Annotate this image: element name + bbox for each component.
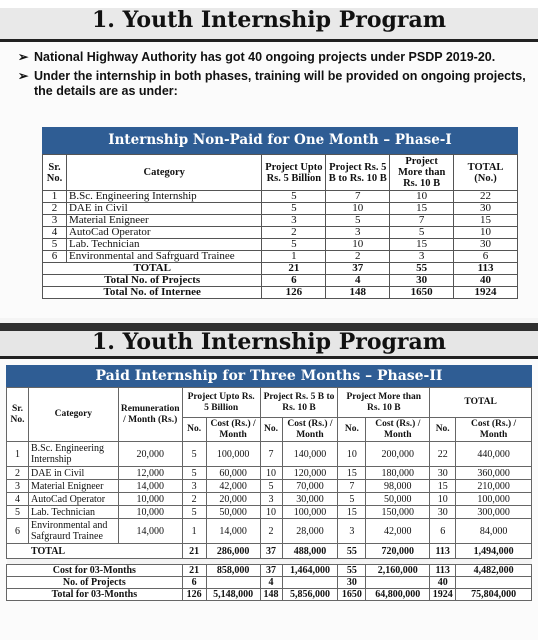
table-cell: 10 — [260, 506, 282, 519]
table-cell: 5 — [262, 239, 326, 251]
header-project-over-10b: Project More than Rs. 10 B — [390, 155, 454, 191]
table-cell: Cost for 03-Months — [7, 565, 183, 577]
table-cell: 30 — [454, 203, 518, 215]
table-cell: 22 — [454, 191, 518, 203]
table-cell: 22 — [430, 442, 456, 467]
table-row — [7, 519, 532, 544]
table-row — [43, 215, 518, 227]
summary-row — [43, 263, 518, 275]
table-cell: 30 — [338, 577, 366, 589]
phase2-table — [6, 387, 532, 601]
table-cell: 2 — [43, 203, 67, 215]
table-row — [43, 251, 518, 263]
table-cell: 15 — [390, 203, 454, 215]
table-row — [7, 493, 532, 506]
subheader-cost: Cost (Rs.) / Month — [456, 418, 532, 442]
table-cell: Environmental and Safrguard Trainee — [66, 251, 261, 263]
table-cell: 180,000 — [366, 467, 430, 480]
table-cell: 15 — [430, 480, 456, 493]
table-cell: 14,000 — [118, 519, 182, 544]
table-cell: 100,000 — [456, 493, 532, 506]
table-cell: 10 — [430, 493, 456, 506]
table-cell: 1924 — [454, 287, 518, 299]
page-title: 1. Youth Internship Program — [91, 329, 447, 355]
table-cell: 10 — [390, 191, 454, 203]
table-cell: Environmental and Safgraurd Trainee — [28, 519, 118, 544]
table-cell: 20,000 — [206, 493, 260, 506]
table-cell: Total No. of Internee — [43, 287, 262, 299]
table-cell: 28,000 — [282, 519, 338, 544]
table-cell: 140,000 — [282, 442, 338, 467]
table-cell: 50,000 — [206, 506, 260, 519]
table-cell: Material Enigneer — [66, 215, 261, 227]
table-cell: 1,494,000 — [456, 544, 532, 559]
bullet-item — [18, 50, 526, 65]
table-cell: 40 — [430, 577, 456, 589]
table-cell: 148 — [260, 589, 282, 601]
table-cell: 360,000 — [456, 467, 532, 480]
table-cell: 55 — [338, 565, 366, 577]
title-bar — [0, 323, 538, 359]
table-row — [43, 191, 518, 203]
table-cell: Material Enigneer — [28, 480, 118, 493]
table-cell: 1650 — [338, 589, 366, 601]
table-cell: Total for 03-Months — [7, 589, 183, 601]
summary-row — [43, 275, 518, 287]
header-total: TOTAL (No.) — [454, 155, 518, 191]
slide-phase-1 — [0, 0, 538, 318]
table-cell: 70,000 — [282, 480, 338, 493]
subheader-cost: Cost (Rs.) / Month — [282, 418, 338, 442]
header-project-5b-10b: Project Rs. 5 B to Rs. 10 B — [326, 155, 390, 191]
table-cell: 84,000 — [456, 519, 532, 544]
table-cell: 1,464,000 — [282, 565, 338, 577]
table-cell: 286,000 — [206, 544, 260, 559]
table-cell: 148 — [326, 287, 390, 299]
phase2-table-body — [7, 442, 532, 601]
table-caption: Internship Non-Paid for One Month – Phase-I — [42, 127, 518, 154]
bullet-item — [18, 69, 526, 99]
table-header-row — [7, 388, 532, 418]
page-title: 1. Youth Internship Program — [91, 7, 447, 33]
table-cell: 3 — [43, 215, 67, 227]
table-cell: 5 — [182, 506, 206, 519]
table-cell: 2 — [262, 227, 326, 239]
header-category: Category — [28, 388, 118, 442]
table-cell: 1924 — [430, 589, 456, 601]
table-cell: 6 — [454, 251, 518, 263]
table-cell: 37 — [326, 263, 390, 275]
header-sr-no: Sr. No. — [7, 388, 29, 442]
table-cell: 5 — [338, 493, 366, 506]
table-cell: Total No. of Projects — [43, 275, 262, 287]
table-cell: 126 — [182, 589, 206, 601]
table-cell: 3 — [7, 480, 29, 493]
bullet-list — [0, 42, 538, 99]
table-cell: 3 — [260, 493, 282, 506]
table-row — [7, 467, 532, 480]
table-cell: 21 — [262, 263, 326, 275]
table-cell: 1 — [262, 251, 326, 263]
table-cell: 4 — [326, 275, 390, 287]
table-cell: 12,000 — [118, 467, 182, 480]
table-cell: 4 — [43, 227, 67, 239]
table-cell: 5,148,000 — [206, 589, 260, 601]
table-cell: 42,000 — [366, 519, 430, 544]
table-cell: 10 — [260, 467, 282, 480]
table-cell: 5 — [43, 239, 67, 251]
footer-row — [7, 565, 532, 577]
table-cell: 1 — [7, 442, 29, 467]
arrow-bullet-icon: ➢ — [18, 69, 29, 83]
table-cell: 21 — [182, 565, 206, 577]
table-cell: 50,000 — [366, 493, 430, 506]
subheader-cost: Cost (Rs.) / Month — [206, 418, 260, 442]
table-cell: 1 — [182, 519, 206, 544]
table-cell: DAE in Civil — [28, 467, 118, 480]
table-cell: 15 — [390, 239, 454, 251]
table-cell: 150,000 — [366, 506, 430, 519]
table-cell: 858,000 — [206, 565, 260, 577]
title-bar — [0, 0, 538, 42]
table-cell: 20,000 — [118, 442, 182, 467]
table-cell: 5 — [182, 467, 206, 480]
table-cell — [366, 577, 430, 589]
table-cell: 37 — [260, 544, 282, 559]
table-cell: 60,000 — [206, 467, 260, 480]
table-cell — [456, 577, 532, 589]
table-cell: 30 — [430, 506, 456, 519]
table-cell: 75,804,000 — [456, 589, 532, 601]
table-cell: 2 — [260, 519, 282, 544]
table-cell: 5,856,000 — [282, 589, 338, 601]
table-cell: 10 — [326, 239, 390, 251]
table-cell: 5 — [262, 191, 326, 203]
table-cell: 15 — [338, 506, 366, 519]
table-cell: 10 — [338, 442, 366, 467]
table-cell: 3 — [326, 227, 390, 239]
table-cell: 210,000 — [456, 480, 532, 493]
table-cell: 113 — [430, 565, 456, 577]
table-header-row — [43, 155, 518, 191]
table-row — [43, 239, 518, 251]
table-cell: 55 — [338, 544, 366, 559]
arrow-bullet-icon: ➢ — [18, 50, 29, 64]
table-cell: AutoCad Operator — [66, 227, 261, 239]
table-cell: 3 — [390, 251, 454, 263]
subheader-cost: Cost (Rs.) / Month — [366, 418, 430, 442]
table-cell: 10,000 — [118, 493, 182, 506]
slide-phase-2 — [0, 323, 538, 640]
phase1-table — [42, 154, 518, 299]
table-caption: Paid Internship for Three Months – Phase-II — [6, 365, 532, 387]
footer-row — [7, 589, 532, 601]
table-cell: 4 — [7, 493, 29, 506]
table-cell: Lab. Technician — [28, 506, 118, 519]
subheader-no: No. — [430, 418, 456, 442]
table-cell: 30 — [430, 467, 456, 480]
table-cell: 7 — [338, 480, 366, 493]
table-cell: 30 — [454, 239, 518, 251]
table-row — [7, 442, 532, 467]
table-row — [7, 506, 532, 519]
table-cell: DAE in Civil — [66, 203, 261, 215]
header-category: Category — [66, 155, 261, 191]
table-cell: 10 — [326, 203, 390, 215]
table-cell: 64,800,000 — [366, 589, 430, 601]
table-cell: 6 — [182, 577, 206, 589]
header-total: TOTAL — [430, 388, 532, 418]
table-cell: 98,000 — [366, 480, 430, 493]
table-cell — [282, 577, 338, 589]
table-cell: 30 — [390, 275, 454, 287]
table-cell: 7 — [260, 442, 282, 467]
table-cell: 488,000 — [282, 544, 338, 559]
table-cell: 10,000 — [118, 506, 182, 519]
table-cell: 15 — [454, 215, 518, 227]
phase1-table-body — [43, 191, 518, 299]
table-cell — [206, 577, 260, 589]
header-project-5b-10b: Project Rs. 5 B to Rs. 10 B — [260, 388, 338, 418]
table-cell: 6 — [430, 519, 456, 544]
table-cell: 720,000 — [366, 544, 430, 559]
table-cell: TOTAL — [7, 544, 183, 559]
table-cell: 100,000 — [282, 506, 338, 519]
table-cell: 10 — [454, 227, 518, 239]
header-project-over-10b: Project More than Rs. 10 B — [338, 388, 430, 418]
table-cell: 5 — [182, 442, 206, 467]
table-cell: 300,000 — [456, 506, 532, 519]
table-cell: 5 — [7, 506, 29, 519]
phase2-table-container — [6, 365, 532, 601]
table-row — [7, 480, 532, 493]
table-cell: 113 — [430, 544, 456, 559]
table-cell: 3 — [338, 519, 366, 544]
table-cell: 5 — [262, 203, 326, 215]
table-cell: 1 — [43, 191, 67, 203]
table-cell: 200,000 — [366, 442, 430, 467]
header-sr-no: Sr. No. — [43, 155, 67, 191]
table-cell: 2 — [182, 493, 206, 506]
header-project-upto-5b: Project Upto Rs. 5 Billion — [262, 155, 326, 191]
table-cell: 113 — [454, 263, 518, 275]
table-cell: 21 — [182, 544, 206, 559]
table-cell: TOTAL — [43, 263, 262, 275]
table-row — [43, 227, 518, 239]
bullet-text: National Highway Authority has got 40 ongoing projects under PSDP 2019-20. — [34, 50, 496, 64]
table-cell: 55 — [390, 263, 454, 275]
table-cell: 1650 — [390, 287, 454, 299]
table-cell: 5 — [260, 480, 282, 493]
table-cell: 440,000 — [456, 442, 532, 467]
table-cell: 3 — [182, 480, 206, 493]
table-cell: 126 — [262, 287, 326, 299]
table-cell: 42,000 — [206, 480, 260, 493]
table-cell: 100,000 — [206, 442, 260, 467]
table-cell: 40 — [454, 275, 518, 287]
table-cell: 14,000 — [118, 480, 182, 493]
table-cell: 6 — [262, 275, 326, 287]
footer-row — [7, 577, 532, 589]
phase1-table-container — [42, 127, 518, 299]
table-cell: 2,160,000 — [366, 565, 430, 577]
subheader-no: No. — [260, 418, 282, 442]
table-cell: 6 — [7, 519, 29, 544]
table-cell: 37 — [260, 565, 282, 577]
table-cell: 3 — [262, 215, 326, 227]
table-row — [43, 203, 518, 215]
table-cell: 7 — [390, 215, 454, 227]
total-row — [7, 544, 532, 559]
table-cell: 2 — [7, 467, 29, 480]
summary-row — [43, 287, 518, 299]
table-cell: Lab. Technician — [66, 239, 261, 251]
table-cell: No. of Projects — [7, 577, 183, 589]
bullet-text: Under the internship in both phases, training will be provided on ongoing projects, the details are as under: — [34, 69, 526, 98]
table-cell: 5 — [326, 215, 390, 227]
table-cell: 2 — [326, 251, 390, 263]
header-project-upto-5b: Project Upto Rs. 5 Billion — [182, 388, 260, 418]
table-cell: B.Sc. Engineering Internship — [66, 191, 261, 203]
table-cell: 120,000 — [282, 467, 338, 480]
table-cell: 30,000 — [282, 493, 338, 506]
table-cell: 5 — [390, 227, 454, 239]
header-remuneration: Remuneration / Month (Rs.) — [118, 388, 182, 442]
table-cell: 7 — [326, 191, 390, 203]
subheader-no: No. — [338, 418, 366, 442]
table-cell: 15 — [338, 467, 366, 480]
table-cell: AutoCad Operator — [28, 493, 118, 506]
table-cell: B.Sc. Engineering Internship — [28, 442, 118, 467]
table-cell: 4 — [260, 577, 282, 589]
table-cell: 4,482,000 — [456, 565, 532, 577]
table-cell: 6 — [43, 251, 67, 263]
table-cell: 14,000 — [206, 519, 260, 544]
subheader-no: No. — [182, 418, 206, 442]
